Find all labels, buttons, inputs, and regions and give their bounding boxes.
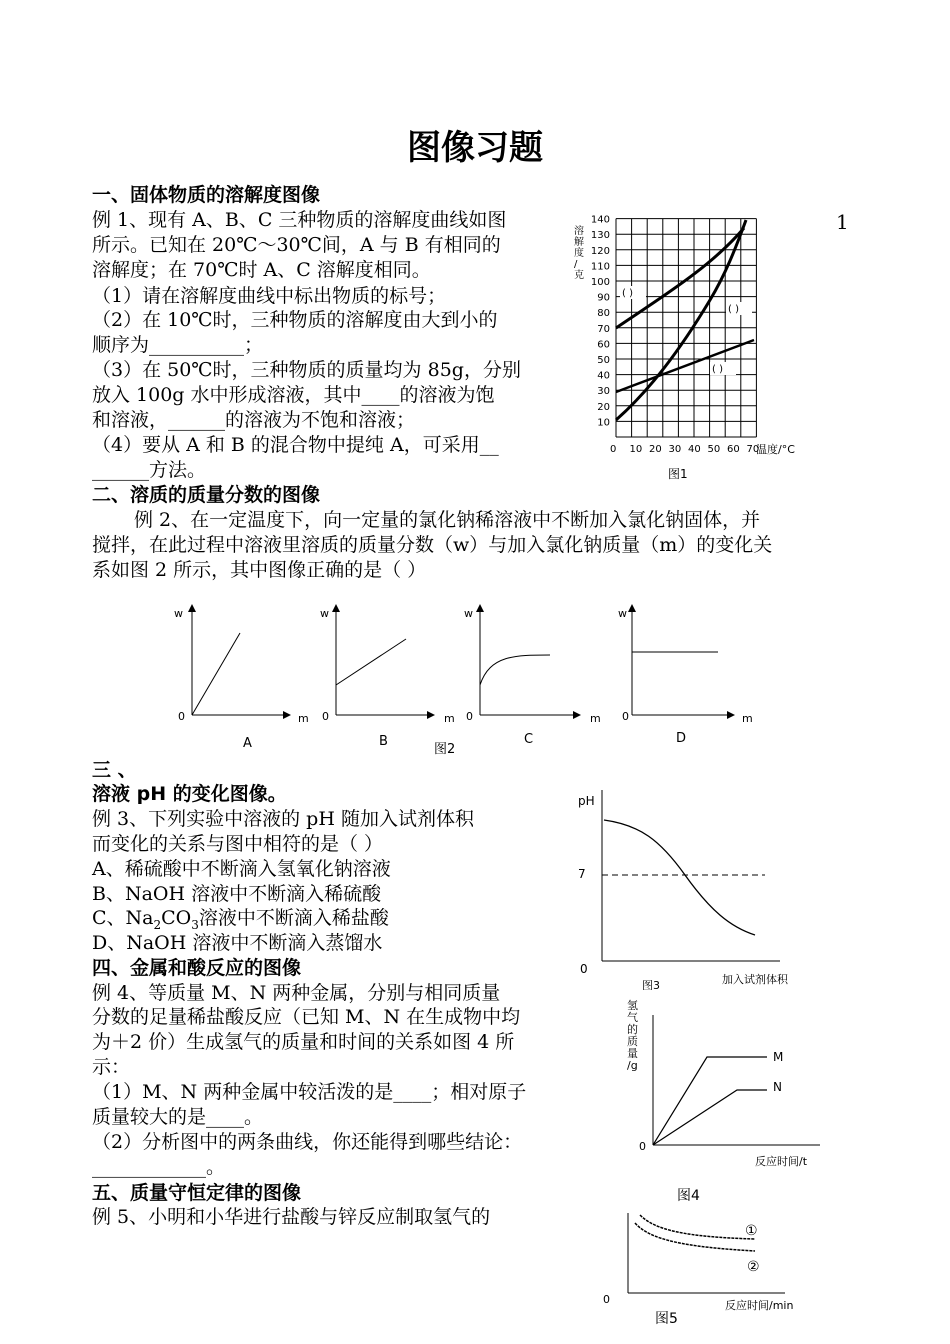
s3-line: A、稀硫酸中不断滴入氢氧化钠溶液 [92, 858, 391, 880]
fig2-zero: 0 [466, 710, 473, 723]
fig1-ytick: 140 [590, 214, 610, 226]
s3-line: 例 3、下列实验中溶液的 pH 随加入试剂体积 [92, 808, 474, 830]
section1-heading: 一、固体物质的溶解度图像 [92, 184, 321, 206]
fig4-ylabel-5: 量 [627, 1047, 638, 1060]
page-title: 图像习题 [407, 128, 543, 168]
fig1-xtick: 60 [727, 444, 740, 455]
fig3-zero: 0 [580, 962, 588, 976]
fig5-label-2: ② [747, 1259, 760, 1275]
fig2-label-c: C [524, 732, 534, 747]
fig2-zero: 0 [322, 710, 329, 723]
fig1-ylabel-5: 克 [574, 270, 584, 281]
fig1-ytick: 70 [597, 323, 610, 335]
fig1-xtick: 50 [707, 444, 721, 455]
s3-c-prefix: C、Na [92, 907, 154, 929]
s4-line: （1）M、N 两种金属中较活泼的是____；相对原子 [92, 1081, 527, 1103]
fig2-m-label: m [742, 712, 753, 725]
s4-line: 质量较大的是____。 [92, 1106, 264, 1128]
fig2-label-a: A [243, 736, 252, 751]
fig1-ytick: 30 [597, 386, 610, 398]
fig2-w-label: w [174, 607, 183, 620]
fig4-caption: 图4 [677, 1188, 700, 1204]
figure3-ph-chart [570, 785, 830, 990]
fig3-curve [604, 820, 755, 935]
fig2-m-label: m [590, 712, 601, 725]
fig1-ytick: 100 [590, 277, 610, 288]
fig2-label-d: D [676, 731, 687, 746]
fig2-caption: 图2 [434, 742, 456, 757]
fig1-ytick: 120 [590, 245, 610, 257]
fig2-zero: 0 [622, 710, 629, 723]
fig4-ylabel-1: 氢 [627, 999, 638, 1012]
fig1-ylabel-1: 溶 [574, 226, 584, 237]
fig2-w-label: w [618, 607, 627, 620]
section3-num: 三 、 [92, 759, 137, 781]
fig2-plot-c [434, 605, 601, 757]
fig4-label-n: N [773, 1080, 782, 1094]
figure2-plots [170, 595, 770, 760]
s3-c-sub: 3 [191, 917, 199, 932]
s1-line: 顺序为__________； [92, 334, 264, 356]
fig1-caption: 图1 [668, 467, 688, 481]
s4-line: 例 4、等质量 M、N 两种金属，分别与相同质量 [92, 982, 501, 1004]
fig2-label-b: B [379, 734, 388, 749]
fig3-xlabel: 加入试剂体积 [722, 973, 788, 986]
fig1-xlabel: 温度/°C [756, 443, 795, 456]
fig5-xlabel: 反应时间/min [725, 1299, 794, 1312]
fig3-ylabel: pH [578, 794, 595, 808]
section5-heading: 五、质量守恒定律的图像 [92, 1182, 302, 1204]
fig1-blank: ( ) [712, 364, 723, 375]
fig4-ylabel-4: 质 [627, 1035, 638, 1048]
s1-line: 所示。已知在 20℃～30℃间，A 与 B 有相同的 [92, 234, 501, 256]
fig3-caption: 图3 [642, 979, 660, 990]
fig2-w-label: w [464, 607, 473, 620]
fig1-xtick: 40 [688, 444, 701, 455]
section4-heading: 四、金属和酸反应的图像 [92, 957, 302, 979]
fig1-ytick: 130 [590, 230, 610, 242]
s4-line: ____________。 [92, 1156, 226, 1178]
fig1-ytick: 50 [597, 355, 610, 366]
fig1-ytick: 90 [597, 292, 610, 304]
figure1-solubility-chart [560, 210, 820, 485]
figure4-hydrogen-chart [615, 995, 835, 1205]
s2-line: 系如图 2 所示，其中图像正确的是（ ） [92, 559, 427, 581]
s3-c-suffix: 溶液中不断滴入稀盐酸 [198, 907, 389, 929]
fig1-xtick: 10 [629, 444, 643, 455]
s4-line: 示： [92, 1056, 131, 1078]
fig2-w-label: w [320, 607, 329, 620]
fig2-plot-d [618, 605, 753, 746]
fig5-curve-2 [635, 1223, 755, 1251]
s1-line: 溶解度；在 70℃时 A、C 溶解度相同。 [92, 259, 431, 281]
s2-line: 搅拌，在此过程中溶液里溶质的质量分数（w）与加入氯化钠质量（m）的变化关 [92, 534, 773, 556]
fig1-ytick: 110 [590, 261, 610, 273]
fig2-zero: 0 [178, 710, 185, 723]
fig1-ylabel-3: 度 [574, 248, 584, 259]
fig4-xlabel: 反应时间/t [755, 1155, 808, 1168]
fig5-curve-1 [640, 1215, 755, 1239]
s1-line: （4）要从 A 和 B 的混合物中提纯 A，可采用__ [92, 434, 499, 456]
fig4-zero: 0 [639, 1140, 646, 1153]
fig1-blank: ( ) [622, 288, 633, 299]
fig1-xtick: 70 [746, 444, 760, 455]
fig4-ylabel-2: 气 [627, 1011, 638, 1024]
fig5-label-1: ① [745, 1223, 758, 1239]
s1-line: （2）在 10℃时，三种物质的溶解度由大到小的 [92, 309, 498, 331]
s1-line: ______方法。 [92, 459, 207, 481]
fig1-ytick: 80 [597, 308, 610, 320]
fig2-plot-a [174, 605, 309, 751]
s1-line: 和溶液，______的溶液为不饱和溶液； [92, 409, 416, 431]
s3-c-sub: 2 [153, 917, 162, 932]
s3-line: 而变化的关系与图中相符的是（ ） [92, 833, 384, 855]
fig4-line-m [653, 1057, 767, 1145]
s1-line: 放入 100g 水中形成溶液，其中____的溶液为饱 [92, 384, 495, 406]
fig2-m-label: m [298, 712, 309, 725]
fig5-caption: 图5 [655, 1311, 678, 1327]
figure5-chart [595, 1205, 835, 1344]
fig1-ylabel-4: / [574, 259, 578, 270]
fig1-xtick: 20 [649, 444, 662, 455]
fig3-seven: 7 [578, 867, 586, 881]
fig5-zero: 0 [603, 1293, 610, 1306]
fig4-ylabel-3: 的 [627, 1023, 638, 1036]
s2-line: 例 2、在一定温度下，向一定量的氯化钠稀溶液中不断加入氯化钠固体，并 [134, 509, 761, 531]
s4-line: 分数的足量稀盐酸反应（已知 M、N 在生成物中均 [92, 1006, 521, 1028]
fig1-ytick: 60 [597, 339, 610, 351]
fig1-ytick: 40 [597, 370, 610, 382]
section3-heading: 溶液 pH 的变化图像。 [92, 783, 287, 805]
page-number: 1 [836, 210, 849, 234]
s3-line: D、NaOH 溶液中不断滴入蒸馏水 [92, 932, 383, 954]
fig4-label-m: M [773, 1050, 784, 1064]
fig1-blank: ( ) [728, 304, 739, 315]
fig1-ytick: 10 [597, 417, 610, 429]
fig2-m-label: m [444, 712, 455, 725]
fig1-xtick: 30 [668, 444, 682, 455]
section2-heading: 二、溶质的质量分数的图像 [92, 484, 321, 506]
s1-line: 例 1、现有 A、B、C 三种物质的溶解度曲线如图 [92, 209, 507, 231]
fig1-ytick: 20 [597, 401, 610, 413]
s1-line: （3）在 50℃时，三种物质的质量均为 85g，分别 [92, 359, 521, 381]
s3-c-mid: CO [161, 907, 192, 929]
s5-line: 例 5、小明和小华进行盐酸与锌反应制取氢气的 [92, 1206, 491, 1228]
s4-line: （2）分析图中的两条曲线，你还能得到哪些结论： [92, 1131, 523, 1153]
s1-line: （1）请在溶解度曲线中标出物质的标号； [92, 285, 447, 307]
fig1-ylabel-2: 解 [574, 237, 584, 248]
s4-line: 为＋2 价）生成氢气的质量和时间的关系如图 4 所 [92, 1031, 515, 1053]
fig4-ylabel-6: /g [627, 1059, 638, 1072]
fig2-plot-b [320, 605, 455, 749]
s3-line: B、NaOH 溶液中不断滴入稀硫酸 [92, 883, 382, 905]
fig1-xtick: 0 [610, 444, 617, 455]
